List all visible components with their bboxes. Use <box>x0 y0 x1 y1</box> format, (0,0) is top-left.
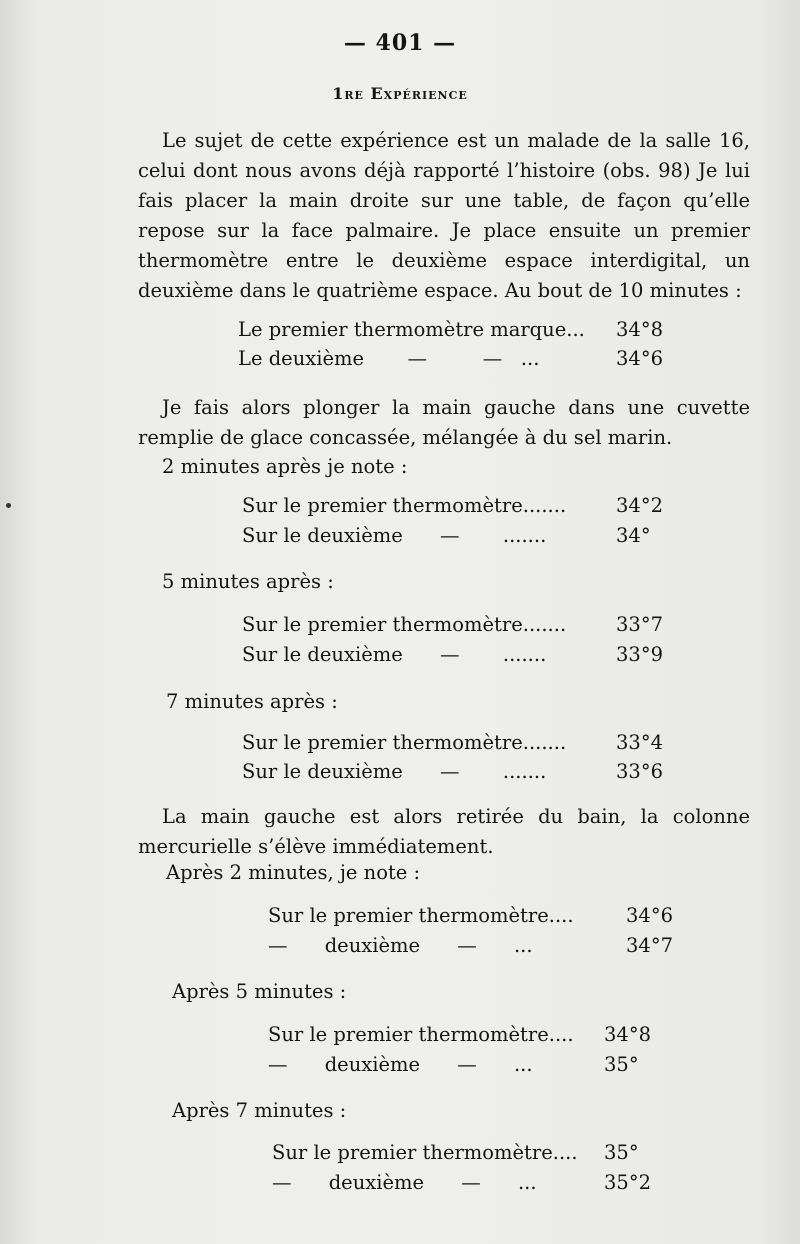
reading-value: 34°8 <box>604 1023 651 1046</box>
reading-label: Sur le premier thermomètre....... <box>242 731 567 754</box>
reading-label: Sur le premier thermomètre.... <box>272 1141 578 1164</box>
reading-label: Sur le premier thermomètre.... <box>268 904 574 927</box>
reading-value: 35° <box>604 1053 639 1076</box>
reading-label: Le premier thermomètre marque... <box>238 318 585 341</box>
time-heading: 7 minutes après : <box>166 690 338 713</box>
time-heading: 5 minutes après : <box>162 570 334 593</box>
reading-value: 33°6 <box>616 760 663 783</box>
reading-label: Sur le deuxième — ....... <box>242 524 547 547</box>
reading-value: 35°2 <box>604 1171 651 1194</box>
reading-value: 34°2 <box>616 494 663 517</box>
time-heading: 2 minutes après je note : <box>162 455 408 478</box>
time-heading: Après 2 minutes, je note : <box>166 861 421 884</box>
reading-value: 35° <box>604 1141 639 1164</box>
reading-label: — deuxième — ... <box>268 934 533 957</box>
reading-label: Sur le premier thermomètre....... <box>242 613 567 636</box>
reading-value: 34° <box>616 524 651 547</box>
reading-value: 33°9 <box>616 643 663 666</box>
reading-label: Sur le premier thermomètre.... <box>268 1023 574 1046</box>
reading-value: 34°6 <box>616 347 663 370</box>
paragraph-ice-bath: Je fais alors plonger la main gauche dans une cuvette remplie de glace concassée, mélangée à du sel marin. <box>138 396 750 449</box>
paragraph-intro: Le sujet de cette expérience est un malade de la salle 16, celui dont nous avons déjà rapporté l’histoire (obs. 98) Je lui fais placer la main droite sur une table, de façon qu’elle repose sur la face palmaire. Je place ensuite un premier thermomètre entre le deuxième espace interdigital, un deuxième dans le quatrième espace. Au bout de 10 minutes : <box>138 129 750 302</box>
reading-label: — deuxième — ... <box>272 1171 537 1194</box>
page-number: — 401 — <box>343 30 457 56</box>
ink-speck <box>6 503 11 508</box>
reading-label: — deuxième — ... <box>268 1053 533 1076</box>
section-heading: 1re Expérience <box>332 84 468 103</box>
time-heading: Après 5 minutes : <box>172 980 347 1003</box>
reading-label: Sur le premier thermomètre....... <box>242 494 567 517</box>
reading-label: Le deuxième — — ... <box>238 347 540 370</box>
reading-label: Sur le deuxième — ....... <box>242 643 547 666</box>
reading-value: 34°6 <box>626 904 673 927</box>
time-heading: Après 7 minutes : <box>172 1099 347 1122</box>
reading-value: 34°8 <box>616 318 663 341</box>
reading-value: 33°7 <box>616 613 663 636</box>
reading-value: 33°4 <box>616 731 663 754</box>
paragraph-removal: La main gauche est alors retirée du bain, la colonne mercurielle s’élève immédiatement. <box>138 805 750 858</box>
reading-label: Sur le deuxième — ....... <box>242 760 547 783</box>
reading-value: 34°7 <box>626 934 673 957</box>
